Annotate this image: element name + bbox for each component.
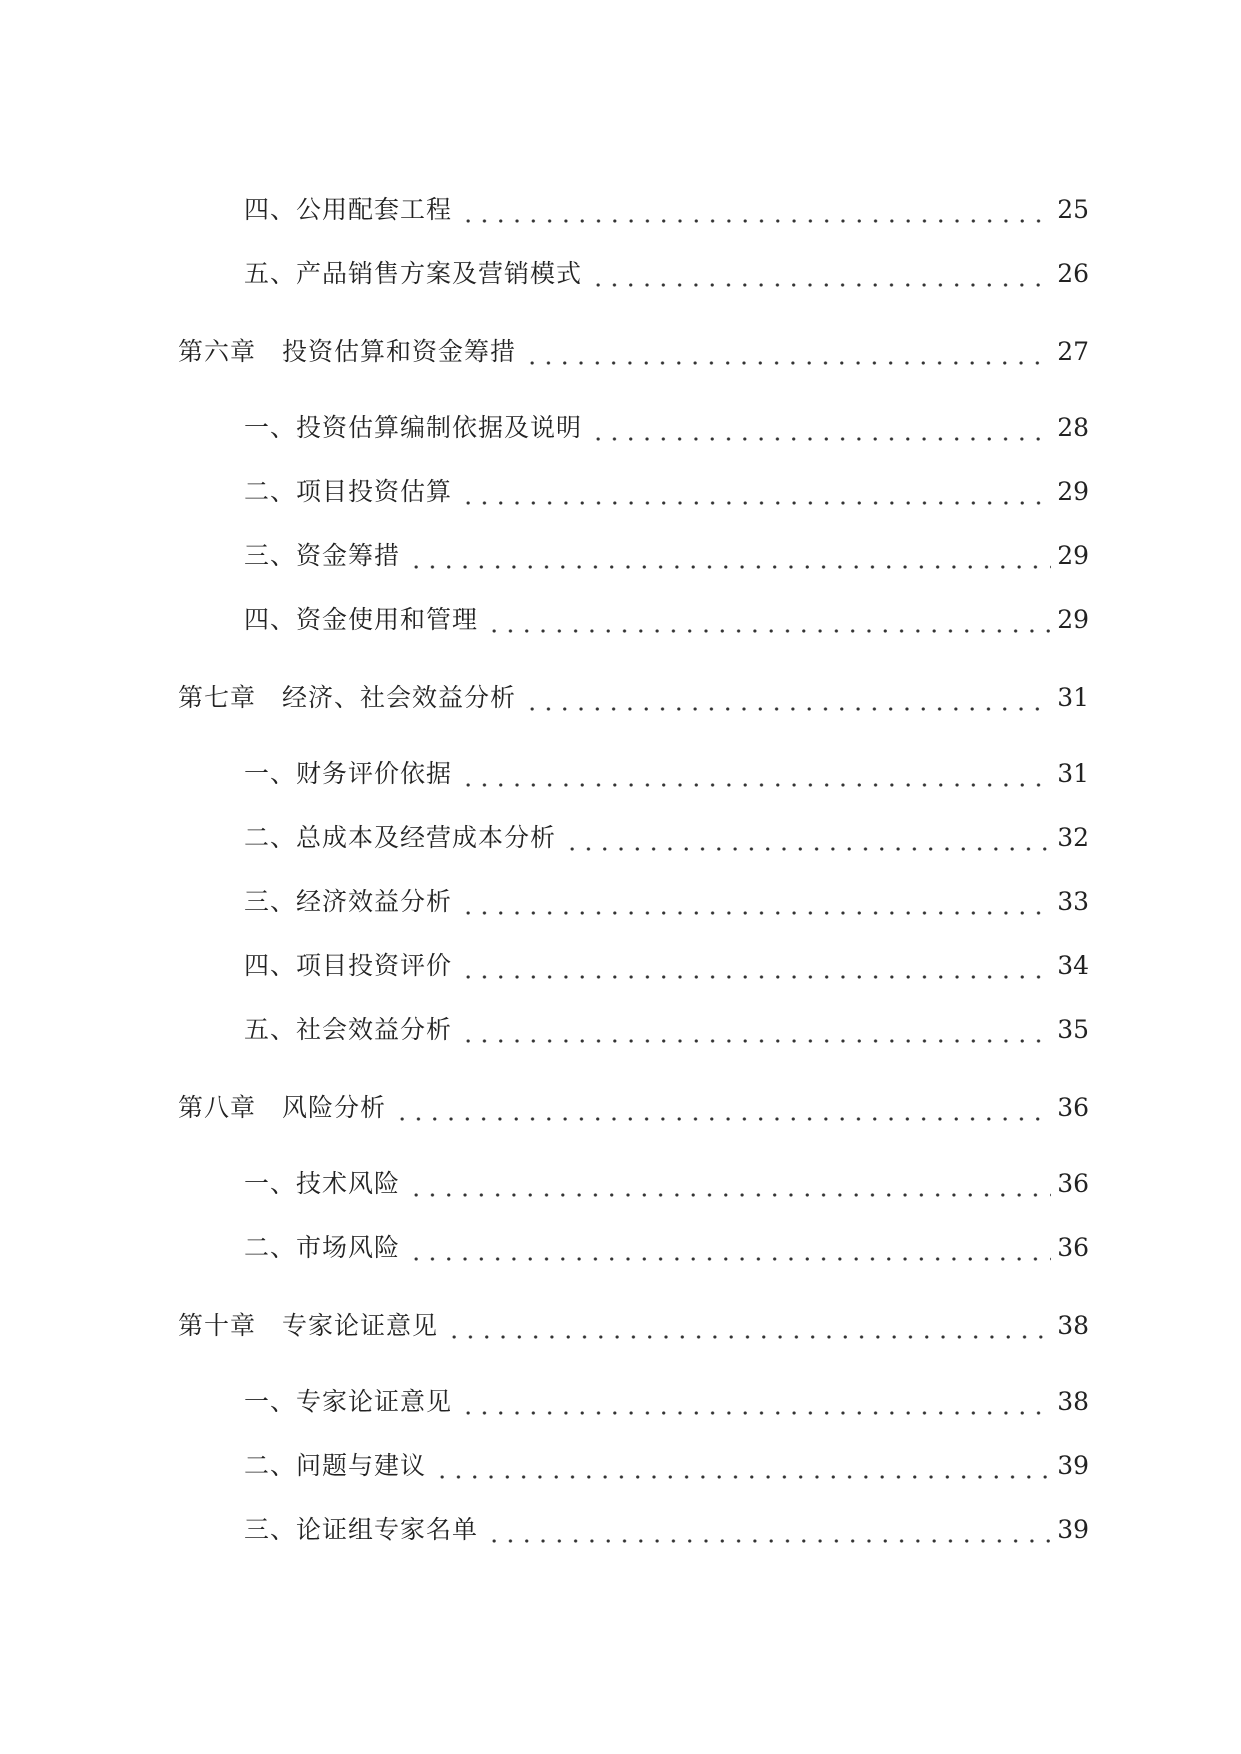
toc-chapter-label: 专家论证意见 [282,1311,439,1340]
dot-leader [460,1010,1051,1050]
toc-chapter-label: 风险分析 [282,1093,387,1122]
toc-chapter-number: 第八章 [178,1093,257,1122]
toc-entry-page: 28 [1057,413,1089,442]
toc-chapter-title [178,1306,442,1346]
dot-leader [460,882,1051,922]
dot-leader [408,1164,1051,1204]
toc-entry-page: 29 [1057,605,1089,634]
toc-entry-title: 四、项目投资评价 [244,951,453,980]
dot-leader [590,254,1051,294]
toc-entry-page: 35 [1057,1015,1089,1044]
toc-entry[interactable] [0,1010,1241,1050]
dot-leader [460,754,1051,794]
toc-entry[interactable] [0,1228,1241,1268]
toc-chapter-entry[interactable] [0,1306,1241,1346]
dot-leader [408,1228,1051,1268]
toc-entry-page: 38 [1057,1311,1089,1340]
toc-entry-page: 32 [1057,823,1089,852]
toc-chapter-entry[interactable] [0,332,1241,372]
toc-entry-title: 二、问题与建议 [244,1451,427,1480]
toc-chapter-number: 第七章 [178,683,257,712]
toc-chapter-number: 第六章 [178,337,257,366]
toc-entry[interactable] [0,190,1241,230]
toc-entry[interactable] [0,1446,1241,1486]
dot-leader [434,1446,1051,1486]
toc-entry-title: 五、产品销售方案及营销模式 [244,259,583,288]
toc-entry[interactable] [0,254,1241,294]
toc-entry-title: 一、专家论证意见 [244,1387,453,1416]
toc-entry-page: 36 [1057,1169,1089,1198]
toc-entry[interactable] [0,408,1241,448]
toc-entry-page: 33 [1057,887,1089,916]
dot-leader [460,472,1051,512]
toc-chapter-title [178,332,520,372]
toc-entry-page: 29 [1057,477,1089,506]
toc-entry-page: 34 [1057,951,1089,980]
dot-leader [486,600,1051,640]
toc-entry-title: 四、资金使用和管理 [244,605,479,634]
toc-entry-page: 27 [1057,337,1089,366]
toc-entry-title: 二、市场风险 [244,1233,401,1262]
toc-chapter-title [178,1088,390,1128]
toc-entry-page: 26 [1057,259,1089,288]
toc-chapter-number: 第十章 [178,1311,257,1340]
toc-entry-title: 一、技术风险 [244,1169,401,1198]
toc-entry-page: 25 [1057,195,1089,224]
toc-chapter-entry[interactable] [0,678,1241,718]
dot-leader [460,1382,1051,1422]
toc-chapter-label: 投资估算和资金筹措 [282,337,517,366]
dot-leader [394,1088,1051,1128]
dot-leader [590,408,1051,448]
toc-entry[interactable] [0,946,1241,986]
toc-entry-page: 38 [1057,1387,1089,1416]
toc-entry[interactable] [0,472,1241,512]
toc-entry[interactable] [0,1164,1241,1204]
toc-entry-page: 39 [1057,1515,1089,1544]
toc-entry-page: 31 [1057,683,1089,712]
dot-leader [486,1510,1051,1550]
dot-leader [524,332,1051,372]
toc-entry[interactable] [0,536,1241,576]
toc-entry[interactable] [0,754,1241,794]
toc-entry-page: 36 [1057,1233,1089,1262]
toc-entry-title: 一、财务评价依据 [244,759,453,788]
toc-chapter-title [178,678,520,718]
toc-entry-title: 二、总成本及经营成本分析 [244,823,557,852]
dot-leader [564,818,1051,858]
dot-leader [460,190,1051,230]
toc-entry-title: 三、论证组专家名单 [244,1515,479,1544]
toc-entry-title: 四、公用配套工程 [244,195,453,224]
toc-entry-page: 39 [1057,1451,1089,1480]
toc-chapter-entry[interactable] [0,1088,1241,1128]
toc-entry-title: 三、资金筹措 [244,541,401,570]
toc-entry-title: 五、社会效益分析 [244,1015,453,1044]
toc-entry[interactable] [0,1510,1241,1550]
toc-entry-page: 36 [1057,1093,1089,1122]
dot-leader [446,1306,1051,1346]
toc-entry[interactable] [0,600,1241,640]
toc-entry-title: 三、经济效益分析 [244,887,453,916]
toc-entry[interactable] [0,1382,1241,1422]
toc-entry-page: 31 [1057,759,1089,788]
toc-entry-page: 29 [1057,541,1089,570]
dot-leader [460,946,1051,986]
toc-entry-title: 一、投资估算编制依据及说明 [244,413,583,442]
toc-chapter-label: 经济、社会效益分析 [282,683,517,712]
toc-entry-title: 二、项目投资估算 [244,477,453,506]
dot-leader [524,678,1051,718]
toc-entry[interactable] [0,818,1241,858]
toc-entry[interactable] [0,882,1241,922]
dot-leader [408,536,1051,576]
